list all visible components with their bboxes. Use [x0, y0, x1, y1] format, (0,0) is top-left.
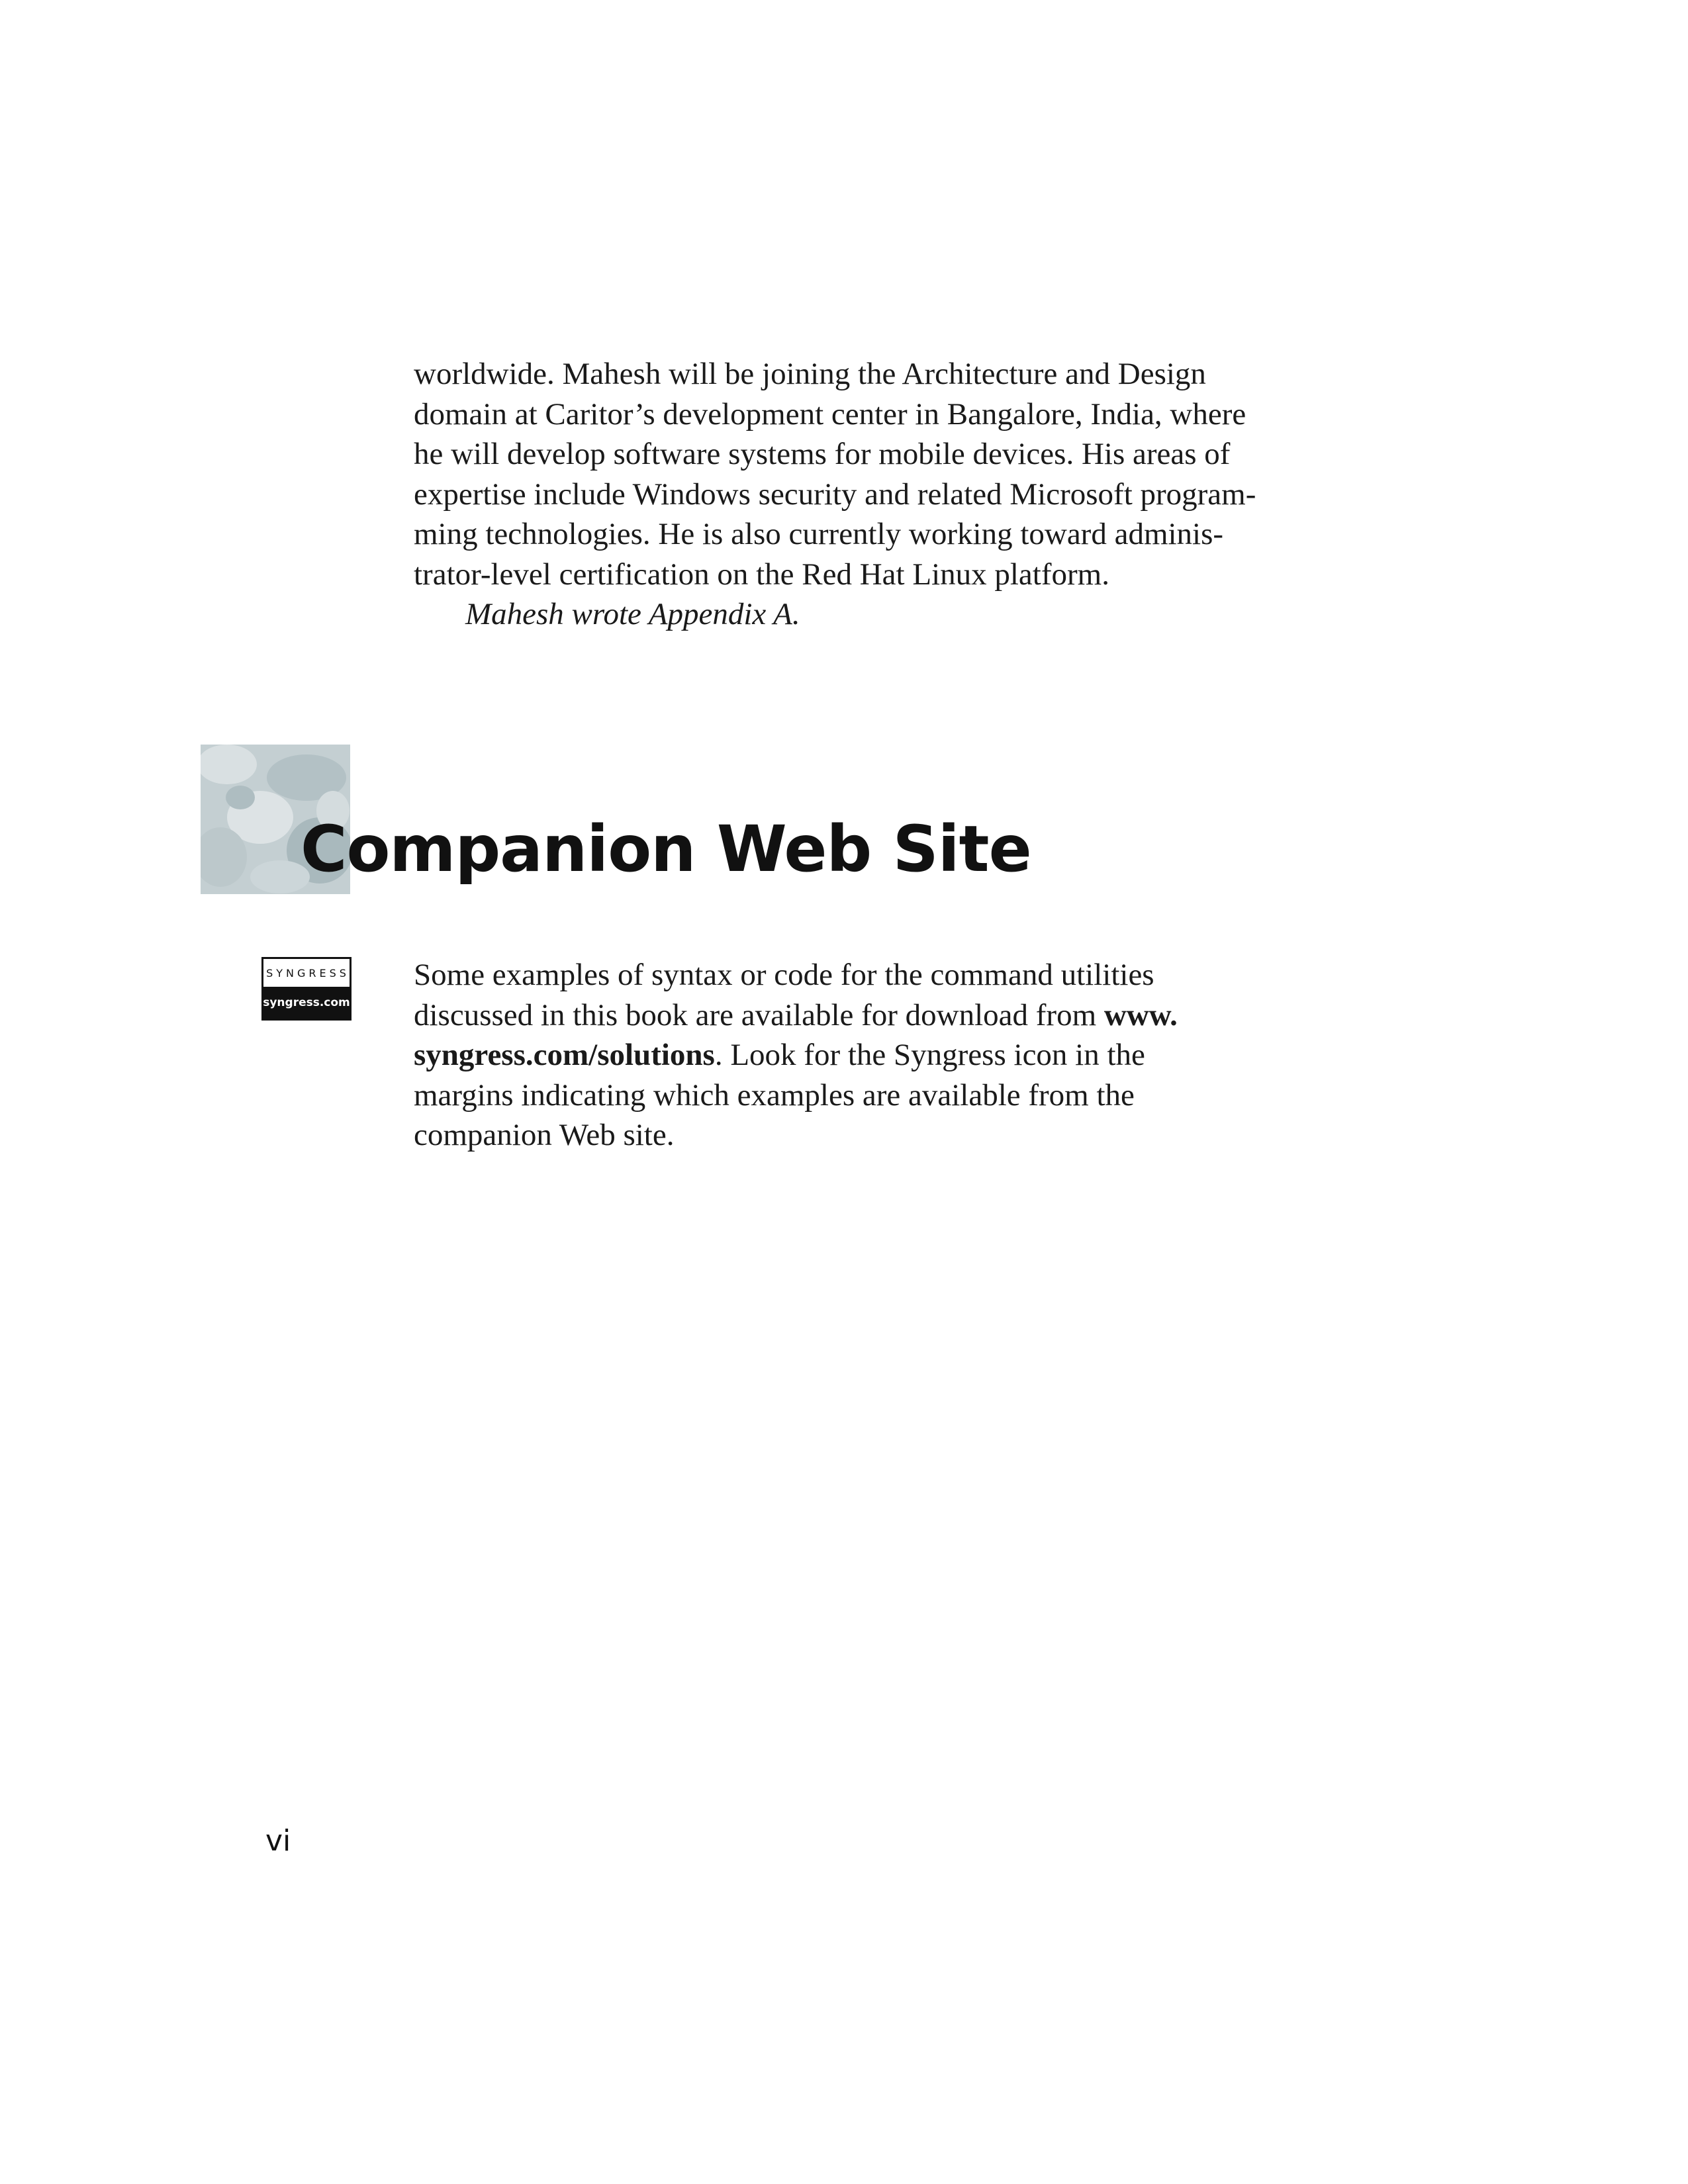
bio-contribution-note: Mahesh wrote Appendix A. [465, 597, 800, 631]
bio-line: ming technologies. He is also currently working toward adminis- [414, 517, 1224, 551]
section-heading: Companion Web Site [301, 812, 1031, 886]
bio-line: worldwide. Mahesh will be joining the Architecture and Design [414, 357, 1206, 391]
bio-line: trator-level certification on the Red Hat Linux platform. [414, 557, 1109, 592]
solutions-url-part2[interactable]: syngress.com/solutions [414, 1038, 715, 1072]
syngress-logo-icon [261, 957, 352, 1021]
author-bio-continued [414, 354, 1340, 635]
bio-line: domain at Caritor’s development center in Bangalore, India, where [414, 396, 1246, 432]
paragraph-text: discussed in this book are available for download from [414, 997, 1104, 1032]
bio-line: he will develop software systems for mobile devices. His areas of [414, 437, 1231, 471]
paragraph-line [414, 995, 1340, 1036]
syngress-logo-url: syngress.com [263, 987, 350, 1019]
bio-line: expertise include Windows security and related Microsoft program- [414, 477, 1256, 512]
companion-site-paragraph [414, 955, 1340, 1156]
paragraph-line: companion Web site. [414, 1118, 675, 1152]
syngress-logo-wordmark: SYNGRESS [266, 966, 350, 979]
paragraph-line [414, 1035, 1340, 1075]
paragraph-line: margins indicating which examples are available from the [414, 1077, 1135, 1113]
paragraph-text: . Look for the Syngress icon in the [714, 1038, 1145, 1072]
paragraph-line: Some examples of syntax or code for the command utilities [414, 958, 1154, 992]
page-number: vi [265, 1824, 291, 1858]
solutions-url-part1[interactable]: www. [1103, 997, 1178, 1032]
